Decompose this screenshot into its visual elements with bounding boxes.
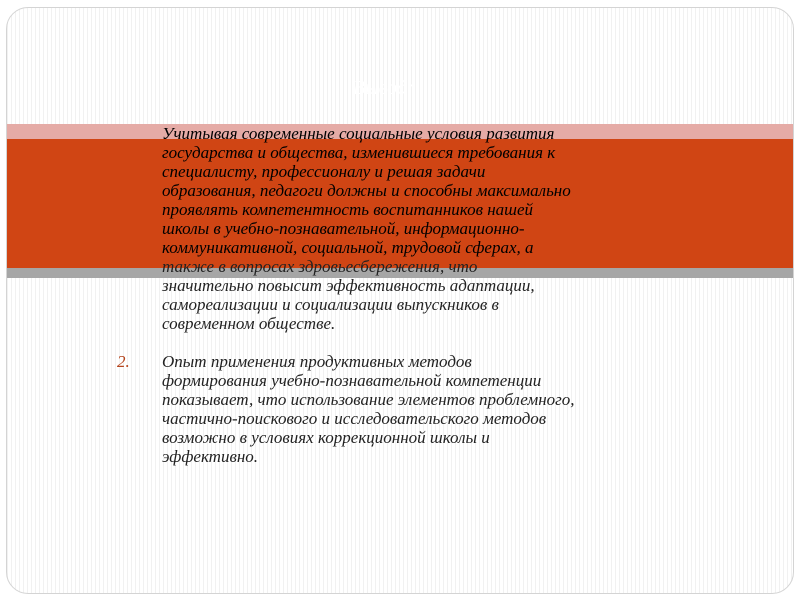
conclusion-text-1-band-part: Учитывая современные социальные условия развития государства и общества, изменившиеся требования к специалисту, профессионалу и решая задачи образования, педагоги должны и способны максимально проявлять компетентность воспитанников нашей школы в учебно-познавательной, информационно- коммуникативной, социальной, трудовой сферах, а	[162, 124, 571, 257]
conclusions-list	[117, 124, 657, 485]
conclusion-text-1: также в вопросах здровьесбережения, что значительно повысит эффективность адаптации, самореализации и социализации выпускников в современном обществе.	[162, 257, 535, 333]
slide-title: Вывод:	[353, 77, 414, 99]
conclusion-number-2: 2.	[117, 352, 130, 371]
conclusion-item-1	[117, 124, 657, 333]
conclusion-item-2	[117, 352, 657, 466]
conclusion-text-2: Опыт применения продуктивных методов формирования учебно-познавательной компетенции показывает, что использование элементов проблемного, частично-поискового и исследовательского методов возможно в условиях коррекционной школы и эффективно.	[162, 352, 575, 466]
